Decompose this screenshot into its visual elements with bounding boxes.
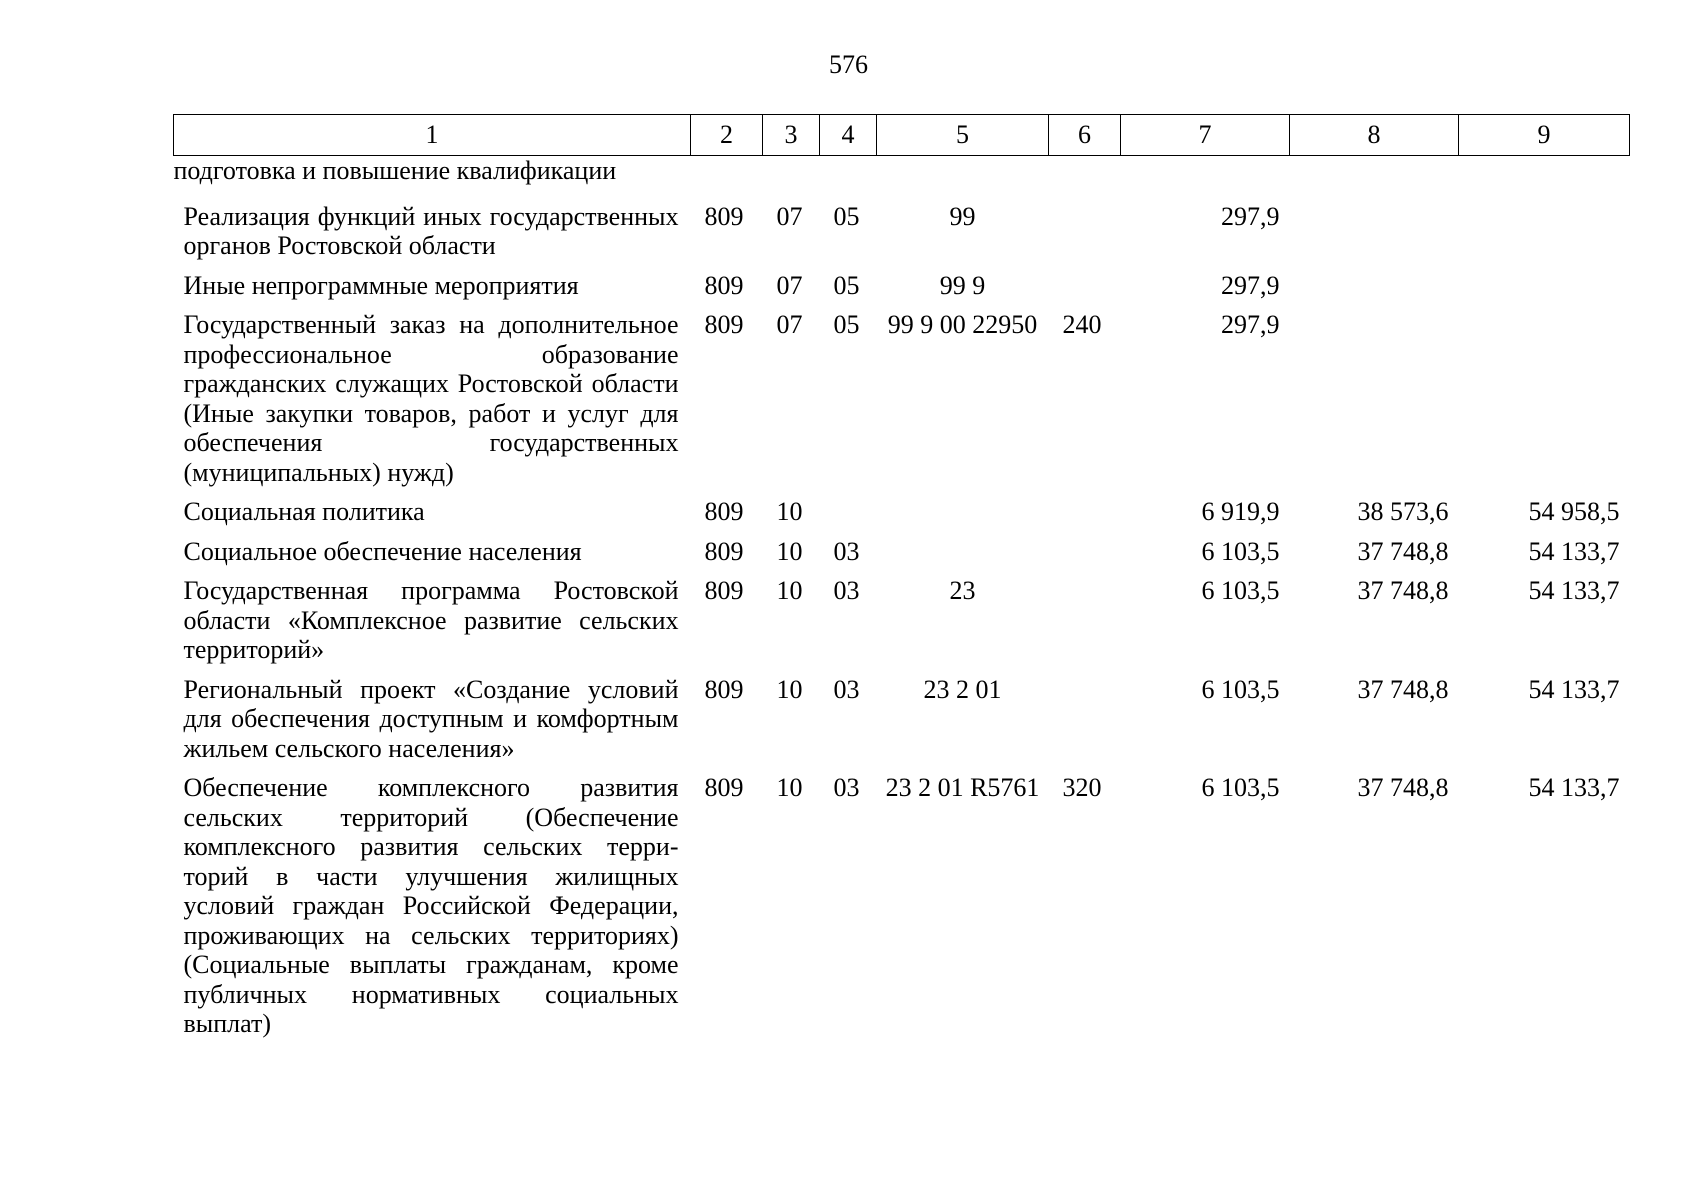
cell-col8: 37 748,8 (1357, 674, 1449, 704)
cell-col7: 297,9 (1221, 201, 1280, 231)
cell-col4: 05 (833, 310, 860, 339)
cell-col6 (1049, 267, 1121, 307)
cell-col3: 10 (776, 576, 803, 605)
column-header: 5 (877, 115, 1049, 156)
cell-col2: 809 (704, 674, 744, 704)
row-name: Государственная программа Ростовской области «Комплексное развитие сельских территорий» (183, 576, 679, 664)
column-header: 6 (1049, 115, 1121, 156)
cell-col3: 10 (776, 497, 803, 526)
cell-col2: 809 (704, 270, 744, 300)
row-name: Региональный проект «Создание условий для обеспечения доступным и комфортным жильем сельского населения» (183, 674, 679, 763)
cell-col3: 07 (776, 201, 803, 231)
column-header: 7 (1121, 115, 1290, 156)
row-name: Реализация функций иных государственных органов Ростовской области (183, 201, 679, 260)
cell-col6 (1049, 533, 1121, 573)
table-row (174, 493, 1630, 533)
cell-col3: 10 (776, 674, 803, 704)
cell-col6 (1049, 493, 1121, 533)
cell-col4: 05 (833, 270, 860, 300)
column-header: 4 (820, 115, 877, 156)
cell-col2 (691, 156, 763, 198)
cell-col5: 23 2 01 R5761 (885, 773, 1040, 802)
cell-col8 (1290, 306, 1459, 493)
table-header-row (174, 115, 1630, 156)
cell-col8 (1290, 198, 1459, 267)
cell-col9 (1459, 267, 1630, 307)
cell-col4: 03 (833, 773, 860, 802)
cell-col7: 6 103,5 (1201, 773, 1280, 802)
table-row (174, 769, 1630, 1045)
cell-col5: 23 (949, 576, 976, 605)
table-row (174, 306, 1630, 493)
row-name: Социальное обеспечение населения (183, 536, 582, 566)
cell-col5: 99 9 00 22950 (887, 310, 1038, 339)
cell-col5 (877, 533, 1049, 573)
cell-col8 (1290, 267, 1459, 307)
column-header: 2 (691, 115, 763, 156)
column-header: 9 (1459, 115, 1630, 156)
cell-col6 (1049, 671, 1121, 770)
cell-col9 (1459, 198, 1630, 267)
cell-col7: 6 103,5 (1201, 576, 1280, 605)
table-row (174, 572, 1630, 671)
cell-col3 (763, 156, 820, 198)
table-row (174, 198, 1630, 267)
cell-col4: 03 (833, 536, 860, 566)
cell-col7: 6 919,9 (1201, 497, 1280, 526)
table-row (174, 156, 1630, 198)
row-name: подготовка и повышение квалификации (173, 156, 617, 185)
cell-col9 (1459, 156, 1630, 198)
cell-col3: 10 (776, 773, 803, 802)
cell-col5: 23 2 01 (923, 674, 1002, 704)
row-name: Иные непрограммные мероприятия (183, 270, 579, 300)
row-name: Социальная политика (183, 497, 425, 526)
budget-table (173, 114, 1630, 1045)
cell-col7: 297,9 (1221, 270, 1280, 300)
cell-col9: 54 133,7 (1528, 674, 1620, 704)
cell-col5: 99 (949, 201, 976, 231)
cell-col6 (1049, 198, 1121, 267)
column-header: 1 (174, 115, 691, 156)
cell-col2: 809 (704, 576, 744, 605)
cell-col5 (877, 156, 1049, 198)
page-number: 576 (829, 50, 868, 79)
cell-col7: 6 103,5 (1201, 536, 1280, 566)
cell-col9: 54 133,7 (1528, 773, 1620, 802)
table-row (174, 533, 1630, 573)
cell-col6 (1049, 572, 1121, 671)
cell-col6 (1049, 156, 1121, 198)
cell-col2: 809 (704, 201, 744, 231)
cell-col3: 10 (776, 536, 803, 566)
cell-col4 (820, 156, 877, 198)
cell-col7: 297,9 (1221, 310, 1280, 339)
cell-col8: 38 573,6 (1357, 497, 1449, 526)
row-name: Обеспечение комплексного развития сельских территорий (Обеспечение комплексного развития сельских территорий в части улучшения жилищных условий граждан Российской Федерации, проживающих на сельских территориях) (Социальные выплаты гражданам, кроме публичных нормативных социальных выплат) (183, 773, 679, 1038)
cell-col2: 809 (704, 773, 744, 802)
cell-col9 (1459, 306, 1630, 493)
cell-col2: 809 (704, 536, 744, 566)
cell-col6: 320 (1062, 773, 1102, 802)
cell-col7 (1121, 156, 1290, 198)
cell-col4 (820, 493, 877, 533)
cell-col8: 37 748,8 (1357, 536, 1449, 566)
cell-col2: 809 (704, 497, 744, 526)
cell-col3: 07 (776, 270, 803, 300)
cell-col5 (877, 493, 1049, 533)
cell-col8: 37 748,8 (1357, 576, 1449, 605)
row-name: Государственный заказ на дополнительное профессиональное образование гражданских служащих Ростовской области (Иные закупки товаров, работ и услуг для обеспечения государственных (муниципальных) нужд) (183, 310, 679, 487)
column-header: 8 (1290, 115, 1459, 156)
cell-col4: 03 (833, 674, 860, 704)
cell-col4: 03 (833, 576, 860, 605)
cell-col9: 54 133,7 (1528, 536, 1620, 566)
cell-col2: 809 (704, 310, 744, 339)
table-row (174, 671, 1630, 770)
column-header: 3 (763, 115, 820, 156)
cell-col9: 54 958,5 (1528, 497, 1620, 526)
cell-col7: 6 103,5 (1201, 674, 1280, 704)
cell-col8 (1290, 156, 1459, 198)
cell-col8: 37 748,8 (1357, 773, 1449, 802)
cell-col5: 99 9 (939, 270, 986, 300)
cell-col3: 07 (776, 310, 803, 339)
cell-col6: 240 (1062, 310, 1102, 339)
cell-col9: 54 133,7 (1528, 576, 1620, 605)
cell-col4: 05 (833, 201, 860, 231)
table-row (174, 267, 1630, 307)
